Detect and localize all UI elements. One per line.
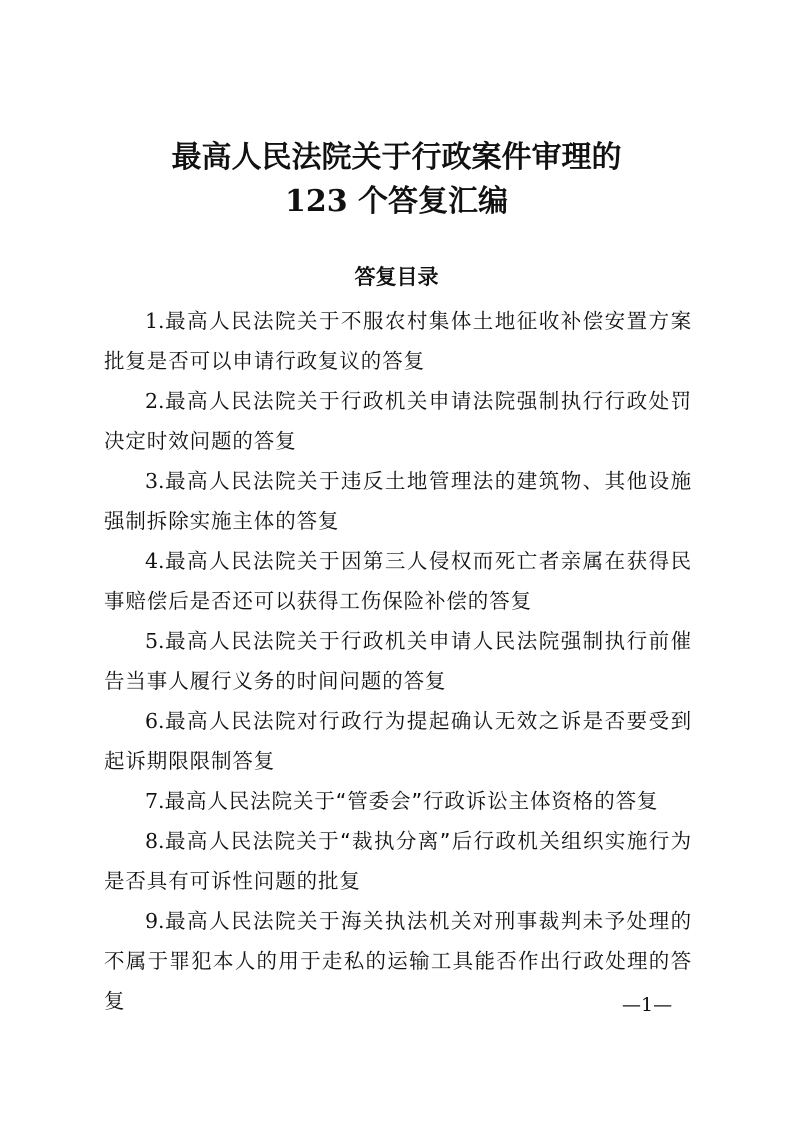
toc-item-number: 1. <box>145 309 165 333</box>
toc-item-text: 最高人民法院关于因第三人侵权而死亡者亲属在获得民事赔偿后是否还可以获得工伤保险补偿的答复 <box>104 549 692 613</box>
document-title-line-1: 最高人民法院关于行政案件审理的 <box>171 140 622 175</box>
toc-item-text: 最高人民法院关于海关执法机关对刑事裁判未予处理的不属于罪犯本人的用于走私的运输工具能否作出行政处理的答复 <box>104 909 692 1013</box>
toc-item-number: 9. <box>145 909 165 933</box>
toc-item-number: 2. <box>145 389 165 413</box>
toc-item-4 <box>104 541 692 621</box>
toc-item-number: 4. <box>145 549 165 573</box>
toc-item-text: 最高人民法院关于行政机关申请法院强制执行行政处罚决定时效问题的答复 <box>104 389 692 453</box>
toc-item-number: 7. <box>145 789 165 813</box>
toc-item-number: 6. <box>145 709 165 733</box>
toc-item-text: 最高人民法院关于“管委会”行政诉讼主体资格的答复 <box>164 789 659 813</box>
toc-item-2 <box>104 381 692 461</box>
toc-item-text: 最高人民法院关于违反土地管理法的建筑物、其他设施强制拆除实施主体的答复 <box>104 469 692 533</box>
page-number: —1— <box>622 994 673 1016</box>
toc-item-3 <box>104 461 692 541</box>
toc-list <box>104 301 692 1021</box>
toc-item-number: 5. <box>145 629 165 653</box>
toc-item-text: 最高人民法院关于行政机关申请人民法院强制执行前催告当事人履行义务的时间问题的答复 <box>104 629 692 693</box>
toc-item-7 <box>104 781 692 821</box>
toc-item-6 <box>104 701 692 781</box>
toc-item-number: 3. <box>145 469 165 493</box>
toc-heading: 答复目录 <box>354 265 439 289</box>
toc-item-5 <box>104 621 692 701</box>
toc-item-number: 8. <box>145 829 165 853</box>
toc-item-text: 最高人民法院关于“裁执分离”后行政机关组织实施行为是否具有可诉性问题的批复 <box>104 829 692 893</box>
document-title-line-2: 123 个答复汇编 <box>284 184 509 219</box>
toc-item-text: 最高人民法院对行政行为提起确认无效之诉是否要受到起诉期限限制答复 <box>104 709 692 773</box>
toc-item-1 <box>104 301 692 381</box>
toc-item-text: 最高人民法院关于不服农村集体土地征收补偿安置方案批复是否可以申请行政复议的答复 <box>104 309 692 373</box>
toc-item-9 <box>104 901 692 1021</box>
toc-item-8 <box>104 821 692 901</box>
